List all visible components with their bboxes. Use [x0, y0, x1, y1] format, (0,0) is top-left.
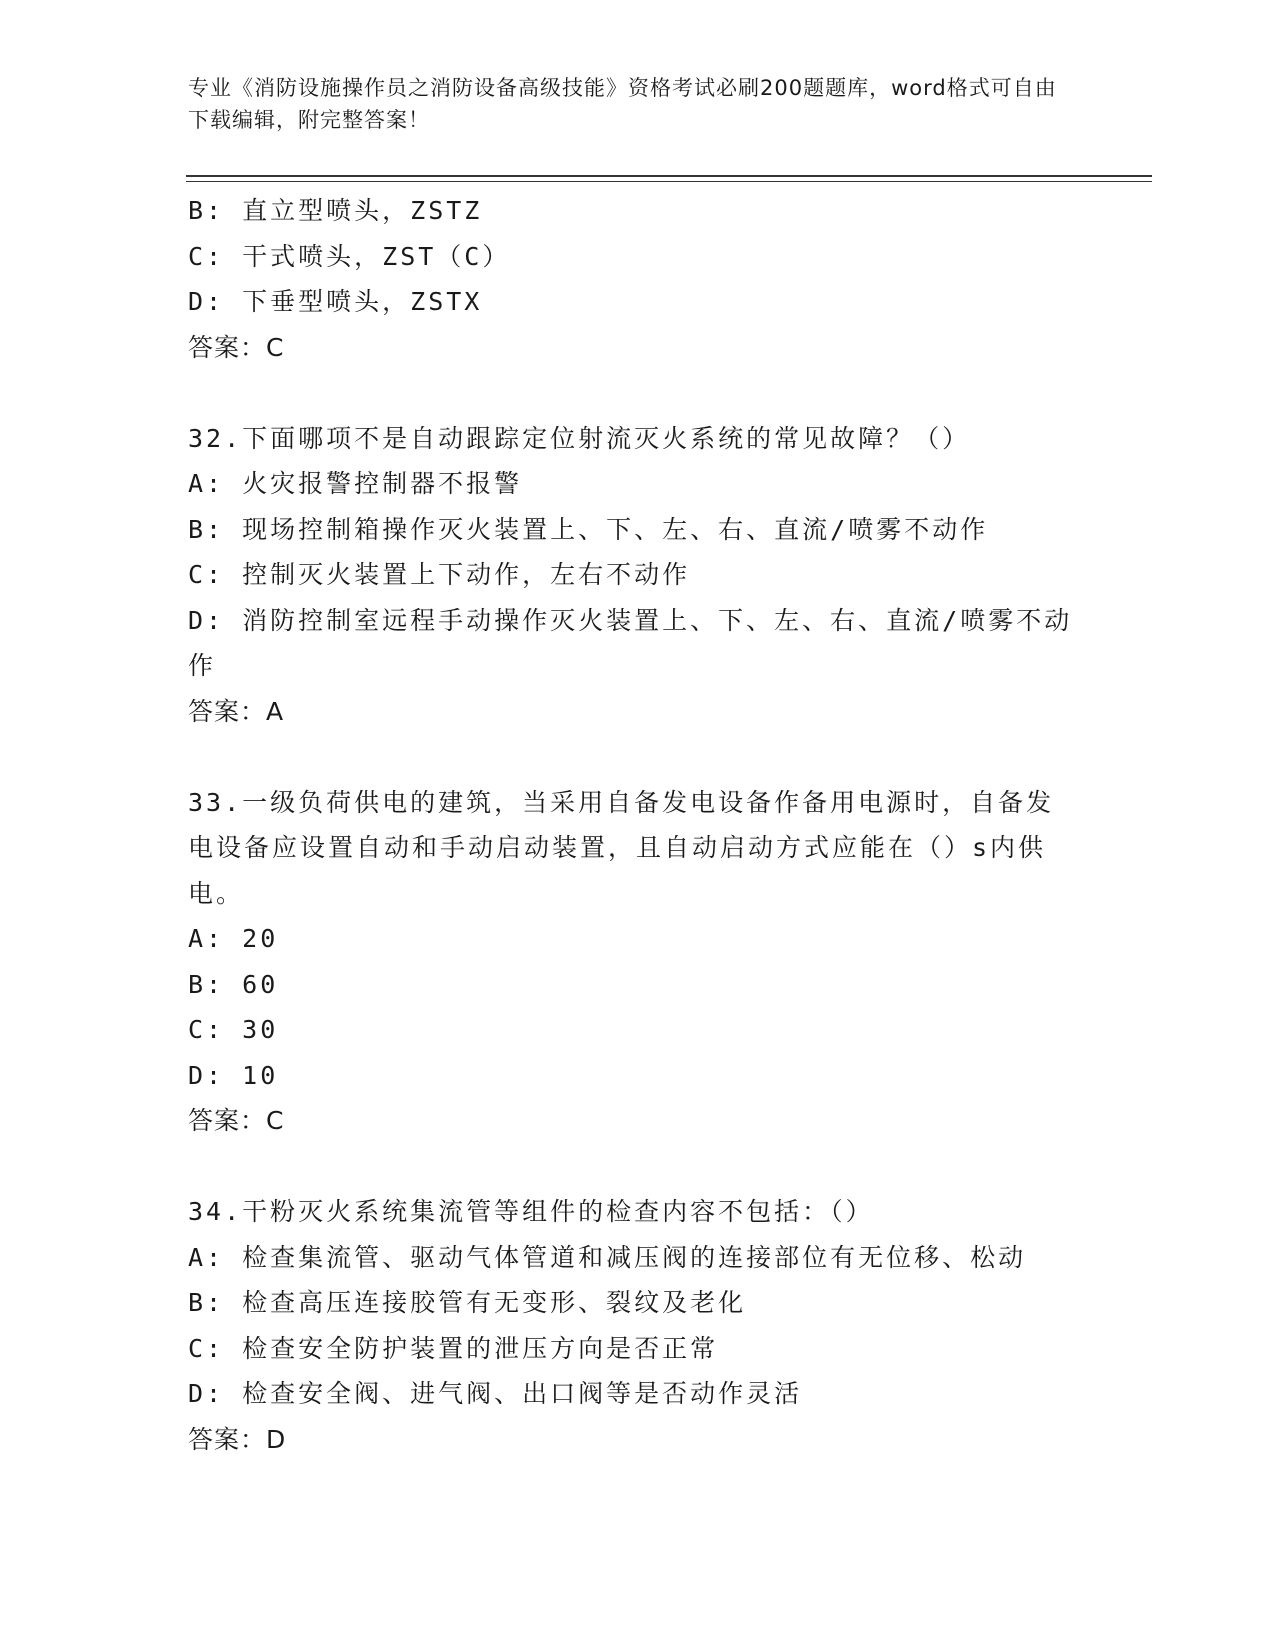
- answer-label: 答案：A: [188, 696, 285, 726]
- option-a: A: 检查集流管、驱动气体管道和减压阀的连接部位有无位移、松动: [188, 1242, 1027, 1272]
- question-33: [188, 780, 1088, 1144]
- question-34: [188, 1189, 1088, 1462]
- option-a: A: 火灾报警控制器不报警: [188, 469, 523, 498]
- option-a: A: 20: [188, 924, 279, 953]
- document-body: [188, 188, 1088, 1462]
- option-b: B: 检查高压连接胶管有无变形、裂纹及老化: [188, 1288, 747, 1317]
- option-d: D: 检查安全阀、进气阀、出口阀等是否动作灵活: [188, 1379, 803, 1408]
- prev-question-tail: [188, 188, 1088, 370]
- option-b: B: 直立型喷头，ZSTZ: [188, 196, 483, 225]
- header-rule-thick: [186, 175, 1152, 177]
- question-stem: 32.下面哪项不是自动跟踪定位射流灭火系统的常见故障？（）: [188, 423, 971, 453]
- option-d: D: 10: [188, 1060, 279, 1090]
- answer-label: 答案：D: [188, 1424, 287, 1454]
- header-rule-thin: [186, 181, 1152, 182]
- option-d: D: 消防控制室远程手动操作灭火装置上、下、左、右、直流/喷雾不动作: [188, 605, 1073, 680]
- option-d: D: 下垂型喷头，ZSTX: [188, 287, 483, 316]
- answer-label: 答案：C: [188, 332, 285, 362]
- option-b: B: 现场控制箱操作灭火装置上、下、左、右、直流/喷雾不动作: [188, 514, 989, 544]
- page-header: 专业《消防设施操作员之消防设备高级技能》资格考试必刷200题题库，word格式可自由下载编辑，附完整答案！: [188, 76, 1057, 132]
- question-stem: 34.干粉灭火系统集流管等组件的检查内容不包括：（）: [188, 1197, 874, 1226]
- answer-label: 答案：C: [188, 1106, 285, 1135]
- question-stem: 33.一级负荷供电的建筑，当采用自备发电设备作备用电源时，自备发电设备应设置自动和手动启动装置，且自动启动方式应能在（）s内供电。: [188, 787, 1055, 908]
- option-c: C: 30: [188, 1015, 279, 1044]
- option-c: C: 检查安全防护装置的泄压方向是否正常: [188, 1333, 719, 1363]
- question-32: [188, 416, 1088, 735]
- option-c: C: 控制灭火装置上下动作，左右不动作: [188, 560, 691, 589]
- option-c: C: 干式喷头，ZST（C）: [188, 241, 511, 271]
- option-b: B: 60: [188, 969, 279, 999]
